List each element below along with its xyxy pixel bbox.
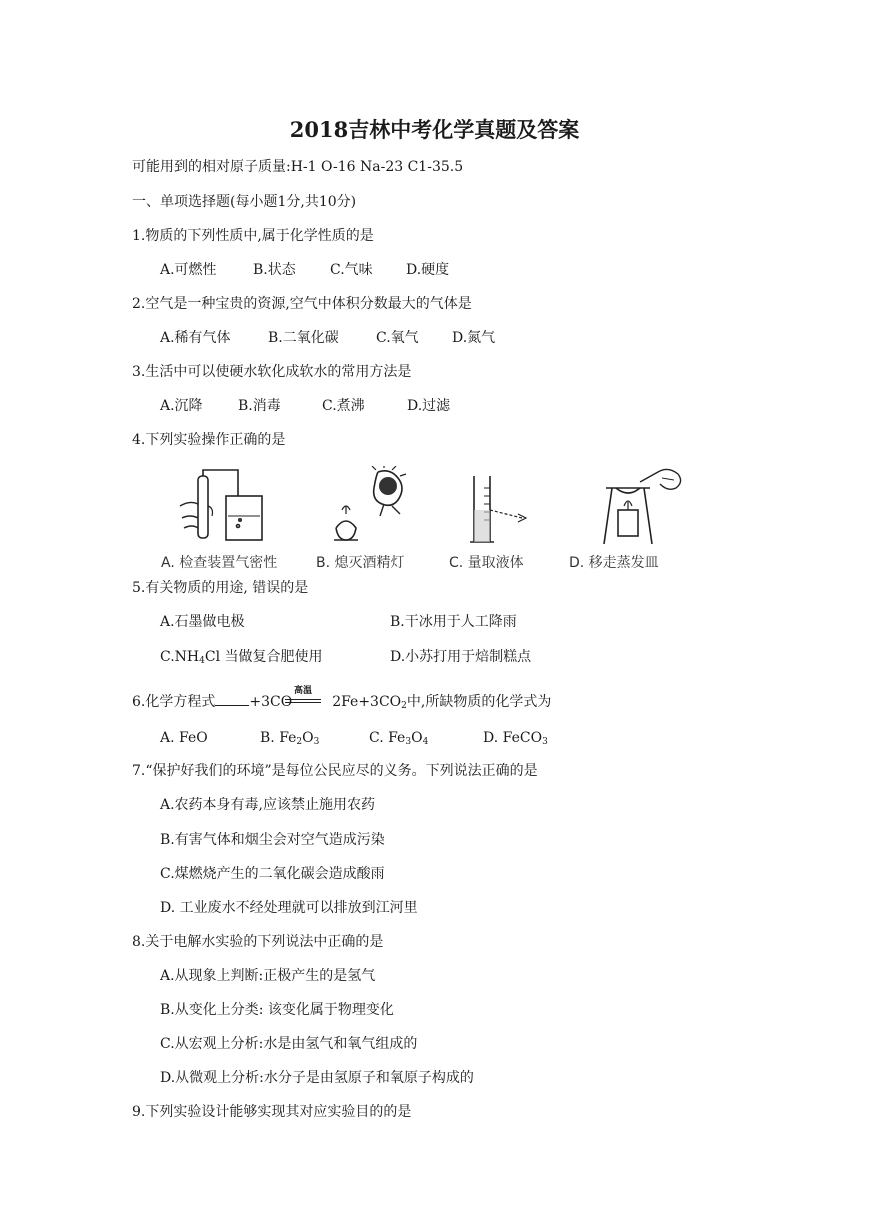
- question-1-option-b: B.状态: [253, 262, 296, 278]
- question-7-option-d: D. 工业废水不经处理就可以排放到江河里: [160, 900, 418, 916]
- question-3-option-d: D.过滤: [407, 398, 451, 414]
- figure-b-caption: B. 熄灭酒精灯: [316, 555, 405, 571]
- condition-label: 高温: [293, 686, 312, 696]
- question-9-stem: 9.下列实验设计能够实现其对应实验目的的是: [132, 1104, 412, 1120]
- figure-d-caption: D. 移走蒸发皿: [569, 555, 659, 571]
- question-5-option-b: B.干冰用于人工降雨: [390, 614, 517, 630]
- question-1-option-d: D.硬度: [406, 262, 450, 278]
- question-6-option-c: C. $Fe_3O_4$: [369, 730, 429, 747]
- question-6-option-a: A. FeO: [160, 730, 208, 746]
- question-3-stem: 3.生活中可以使硬水软化成软水的常用方法是: [132, 364, 412, 380]
- question-2-stem: 2.空气是一种宝贵的资源,空气中体积分数最大的气体是: [132, 296, 472, 312]
- question-1-option-c: C.气味: [330, 262, 373, 278]
- question-2-option-c: C.氧气: [376, 330, 419, 346]
- figure-a-airtight-check: [176, 466, 276, 548]
- question-7-option-b: B.有害气体和烟尘会对空气造成污染: [160, 832, 385, 848]
- figure-d-evaporating-dish: [600, 466, 690, 548]
- question-7-stem: 7.“保护好我们的环境”是每位公民应尽的义务。下列说法正确的是: [132, 763, 538, 779]
- figure-c-graduated-cylinder: [460, 466, 540, 548]
- question-8-option-c: C.从宏观上分析:水是由氢气和氧气组成的: [160, 1036, 418, 1052]
- question-3-option-c: C.煮沸: [322, 398, 365, 414]
- question-7-option-c: C.煤燃烧产生的二氧化碳会造成酸雨: [160, 866, 385, 882]
- section-heading: 一、单项选择题(每小题1分,共10分): [132, 194, 357, 210]
- reaction-condition: [283, 688, 323, 708]
- question-2-option-b: B.二氧化碳: [268, 330, 339, 346]
- answer-blank: [215, 693, 249, 706]
- question-1-option-a: A.可燃性: [160, 262, 217, 278]
- question-3-option-a: A.沉降: [160, 398, 203, 414]
- figure-a-caption: A. 检查装置气密性: [161, 555, 278, 571]
- page-title: 2018吉林中考化学真题及答案: [289, 117, 580, 142]
- question-4-stem: 4.下列实验操作正确的是: [132, 432, 286, 448]
- question-8-option-b: B.从变化上分类: 该变化属于物理变化: [160, 1002, 394, 1018]
- figure-c-caption: C. 量取液体: [449, 555, 524, 571]
- question-6-stem: 6.化学方程式 +3CO $2Fe+3CO_2$中,所缺物质的化学式为: [132, 694, 552, 711]
- question-8-option-d: D.从微观上分析:水分子是由氢原子和氧原子构成的: [160, 1070, 474, 1086]
- question-5-option-c: $C.NH_4Cl$ 当做复合肥使用: [160, 649, 323, 666]
- question-1-stem: 1.物质的下列性质中,属于化学性质的是: [132, 228, 374, 244]
- question-8-option-a: A.从现象上判断:正极产生的是氢气: [160, 968, 376, 984]
- question-6-option-b: B. $Fe_2O_3$: [260, 730, 320, 747]
- question-2-option-a: A.稀有气体: [160, 330, 231, 346]
- question-5-option-d: D.小苏打用于焙制糕点: [390, 649, 532, 665]
- question-5-stem: 5.有关物质的用途, 错误的是: [132, 580, 309, 596]
- question-2-option-d: D.氮气: [452, 330, 496, 346]
- question-7-option-a: A.农药本身有毒,应该禁止施用农药: [160, 797, 376, 813]
- question-8-stem: 8.关于电解水实验的下列说法中正确的是: [132, 934, 384, 950]
- question-6-option-d: D. FeCO$_3$: [483, 730, 548, 747]
- atomic-masses: 可能用到的相对原子质量:H-1 O-16 Na-23 C1-35.5: [132, 159, 464, 175]
- question-5-option-a: A.石墨做电极: [160, 614, 245, 630]
- question-3-option-b: B.消毒: [238, 398, 281, 414]
- figure-b-alcohol-lamp: [326, 466, 416, 548]
